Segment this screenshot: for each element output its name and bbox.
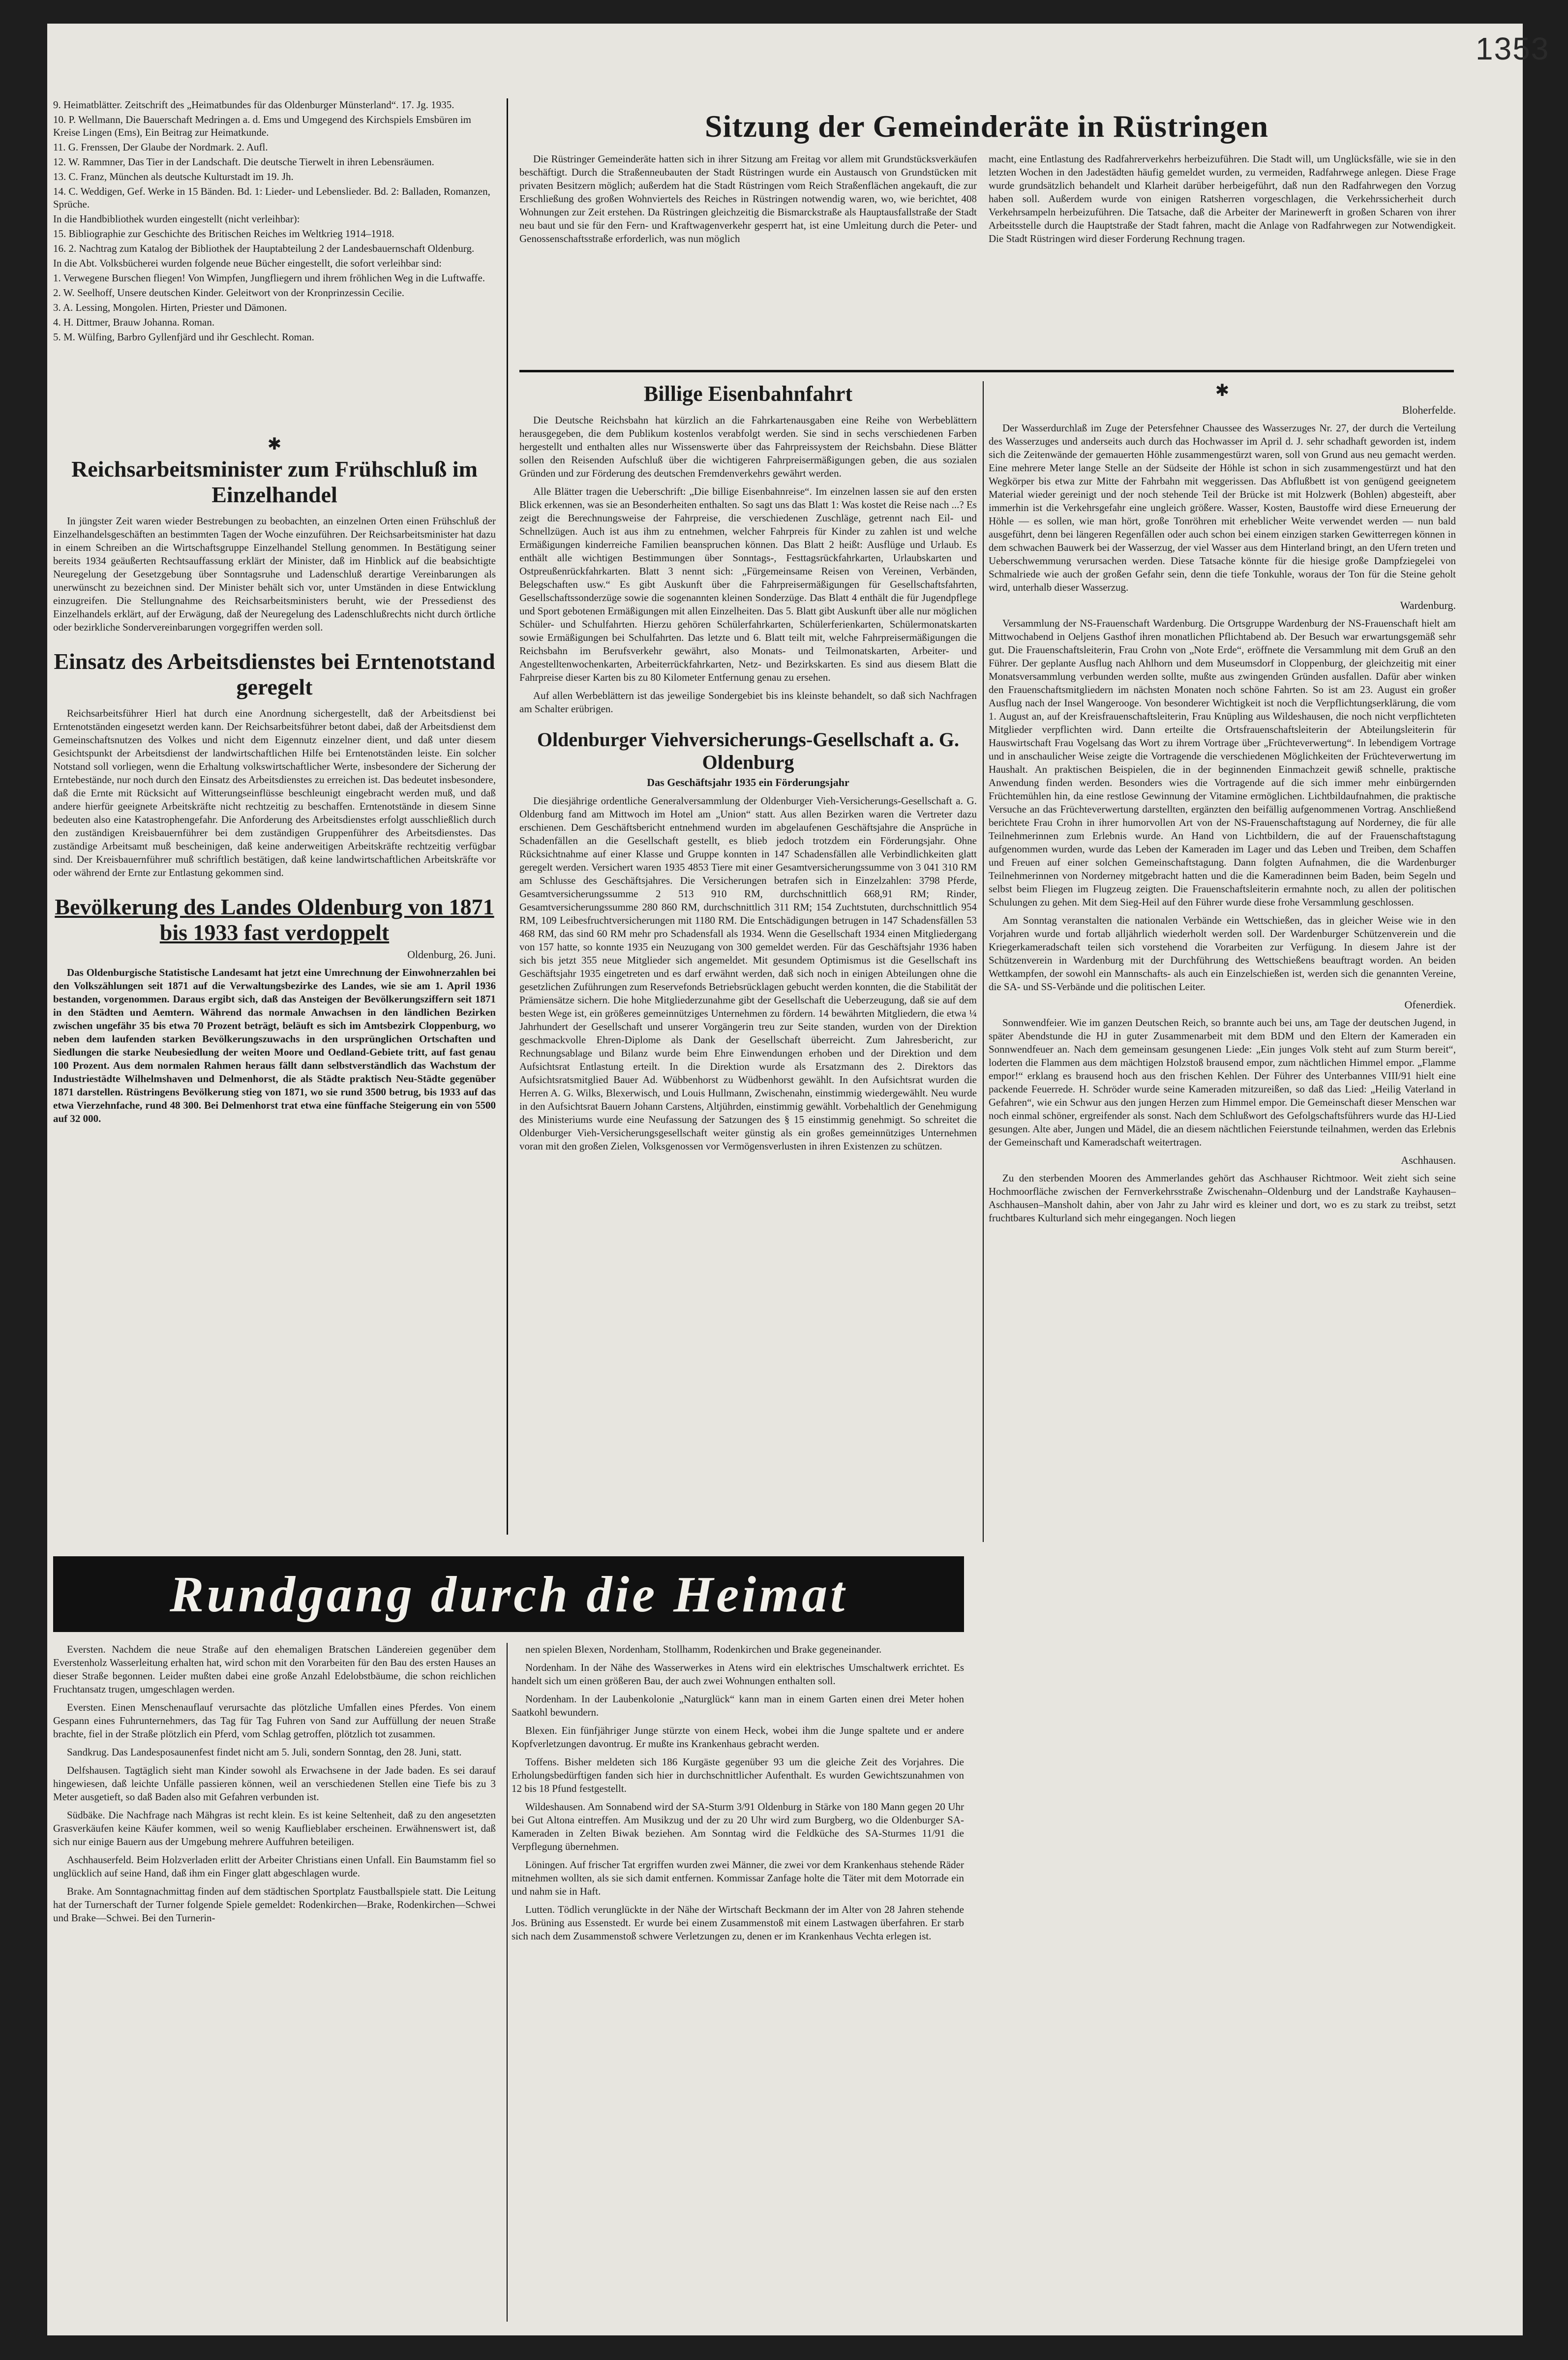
book-list-item: 1. Verwegene Burschen fliegen! Von Wimpfen, Jungfliegern und ihrem fröhlichen Weg in die Luftwaffe. xyxy=(53,272,485,284)
paragraph: Alle Blätter tragen die Ueberschrift: „Die billige Eisenbahnreise“. Im einzelnen lassen sie auf den ersten Blick erkennen, was sie an Besonderheiten enthalten. So sagt uns das Blatt 1: Was kostet die Reise nach ...? Es zeigt die Berechnungsweise der Fahrpreise, die verschiedenen Zuschläge, getrennt nach Eil- und Schnellzügen. Auch ist aus ihm zu entnehmen, welcher Fahrpreis für Kinder zu zahlen ist und welche Ermäßigungen kinderreiche Familien beanspruchen können. Das Blatt 2 heißt: Ausflüge und Urlaub. Es enthält alle wichtigen Bestimmungen über Sonntags-, Festtagsrückfahrkarten, Urlaubskarten und Ostpreußenrückfahrkarten. Blatt 3 nennt sich: „Fürgemeinsame Reisen von Vereinen, Verbänden, Belegschaften usw.“ Es gibt Auskunft über die Fahrpreisermäßigungen für Gesellschaftsfahrten, Gesellschaftssonderzüge sowie die sogenannten kleinen Sonderzüge. Das Blatt 4 enthält die für Jugendpflege und Sport gebotenen Ermäßigungen mit allen Einzelheiten. Das 5. Blatt gibt Auskunft über alle nur möglichen Schüler- und Schulfahrten. Hierzu gehören Schülerfahrkarten, Schülerferienkarten, Schülermonatskarten sowie Ermäßigungen bei Schulfahrten. Das letzte und 6. Blatt teilt mit, welche Fahrpreisermäßigungen die Reichsbahn im Berufsverkehr gewährt, also Monats- und Teilmonatskarten, Arbeiter- und Angestelltenwochenkarten, Arbeiterrückfahrkarten, Netz- und Bezirkskarten. Es sind aus diesem Blatt die Fahrpreise dieser Karten bis zu 80 Kilometer Entfernung genau zu ersehen. xyxy=(519,485,977,683)
paragraph: Wildeshausen. Am Sonnabend wird der SA-Sturm 3/91 Oldenburg in Stärke von 180 Mann gegen 20 Uhr bei Gut Altona eintreffen. Am Musikzug und der zu 20 Uhr wird zum Burgberg, wo die Oldenburger SA-Kameraden in Zelten Biwak beziehen. Am Sonntag wird die Feldküche des SA-Sturmes 11/91 die Verpflegung übernehmen. xyxy=(512,1801,964,1852)
book-list-item: In die Abt. Volksbücherei wurden folgende neue Bücher eingestellt, die sofort verleihbar sind: xyxy=(53,257,442,269)
paragraph: Eversten. Einen Menschenauflauf verursachte das plötzliche Umfallen eines Pferdes. Von einem Gespann eines Fuhrunternehmers, das Tag für Tag Fuhren von Sand zur Auffüllung der neuen Straße brachte, fiel in der Straße plötzlich ein Pferd, vom Schlag getroffen, plötzlich tot zusammen. xyxy=(53,1701,496,1740)
paragraph: nen spielen Blexen, Nordenham, Stollhamm, Rodenkirchen und Brake gegeneinander. xyxy=(525,1643,882,1655)
column-rule-bottom xyxy=(507,1643,508,2322)
article-body-wardenburg xyxy=(989,617,1456,994)
article-subtitle-viehversicherung: Das Geschäftsjahr 1935 ein Förderungsjahr xyxy=(647,776,849,788)
paragraph: Zu den sterbenden Mooren des Ammerlandes gehört das Aschhauser Richtmoor. Weit zieht sich seine Hochmoorfläche zwischen der Fernverkehrsstraße Zwischenahn–Oldenburg und der Landstraße Kayhausen–Aschhausen–Mansholt dahin, aber von Jahr zu Jahr wird es kleiner und dort, wo es zu stark zu treibst, setzt fruchtbares Kulturland sich mehr eingegangen. Noch liegen xyxy=(989,1172,1456,1224)
book-list-item: 11. G. Frenssen, Der Glaube der Nordmark. 2. Aufl. xyxy=(53,141,268,153)
paragraph: Nordenham. In der Laubenkolonie „Naturglück“ kann man in einem Garten einen drei Meter hohen Saatkohl bewundern. xyxy=(512,1693,964,1718)
article-body-reichsarbeitsminister xyxy=(53,514,496,634)
book-list-item: In die Handbibliothek wurden eingestellt (nicht verleihbar): xyxy=(53,213,300,225)
article-body-bevoelkerung xyxy=(53,966,496,1125)
book-list-item: 3. A. Lessing, Mongolen. Hirten, Priester und Dämonen. xyxy=(53,302,287,313)
paragraph: Die Deutsche Reichsbahn hat kürzlich an die Fahrkartenausgaben eine Reihe von Werbeblättern herausgegeben, die dem Publikum kostenlos verabfolgt werden. Sie sind in sechs verschiedenen Farben hergestellt und enthalten alles nur Wissenswerte über das Fahrpreissystem der Reichsbahn. Diese Blätter sollen den Reisenden Aufschluß über die wichtigeren Fahrpreisermäßigungen geben, die aus sozialen Gründen und zur Förderung des deutschen Fremdenverkehrs gewährt werden. xyxy=(519,414,977,479)
paragraph: Toffens. Bisher meldeten sich 186 Kurgäste gegenüber 93 um die gleiche Zeit des Vorjahres. Die Erholungsbedürftigen fanden sich hier in durchschnittlicher Aufenthalt. Es wurden Gewichtszunahmen von 12 bis 18 Pfund festgestellt. xyxy=(512,1756,964,1794)
article-title-bevoelkerung: Bevölkerung des Landes Oldenburg von 1871 bis 1933 fast verdoppelt xyxy=(55,894,494,945)
article-title-viehversicherung: Oldenburger Viehversicherungs-Gesellschaft a. G. Oldenburg xyxy=(537,728,960,773)
rundgang-right-body xyxy=(512,1643,964,1943)
place-wardenburg: Wardenburg. xyxy=(1400,599,1456,611)
rundgang-left-body xyxy=(53,1643,496,1925)
book-list-item: 4. H. Dittmer, Brauw Johanna. Roman. xyxy=(53,316,215,328)
book-list-item: 5. M. Wülfing, Barbro Gyllenfjärd und ihr Geschlecht. Roman. xyxy=(53,331,314,343)
gemeinderaete-paragraph-1: Die Rüstringer Gemeinderäte hatten sich in ihrer Sitzung am Freitag vor allem mit Grundstücksverkäufen beschäftigt. Durch die Straßenneubauten der Stadt Rüstringen wurde ein Austausch von Grundstücken mit privaten Besitzern möglich; außerdem hat die Stadt Rüstringen vom Reich Straßenflächen angekauft, die zur Erschließung des großen Wohnviertels des Reiches in Rüstringen notwendig waren, wo, wie berichtet, 408 Wohnungen zur Zeit erstehen. Da Rüstringen gleichzeitig die Bismarckstraße als Hauptausfallstraße der Stadt neu baut und sie für den Fern- und Kraftwagenverkehr gesperrt hat, ist eine Umleitung durch die Peter- und Genossenschaftsstraße erforderlich, was nun möglich xyxy=(519,153,977,244)
column-rule-left xyxy=(507,98,508,1535)
paragraph: Lutten. Tödlich verunglückte in der Nähe der Wirtschaft Beckmann der im Alter von 28 Jahren stehende Jos. Brüning aus Essenstedt. Er wurde bei einem Zusammenstoß mit einem Lastwagen überfahren. Er starb sich nach dem Zusammenstoß schwere Verletzungen zu, denen er im Krankenhaus Vechta erlegen ist. xyxy=(512,1904,964,1942)
gemeinderaete-col-2 xyxy=(989,152,1456,250)
paragraph: Aschhauserfeld. Beim Holzverladen erlitt der Arbeiter Christians einen Unfall. Ein Baumstamm fiel so unglücklich auf seine Hand, daß ihm ein Finger glatt abgeschlagen wurde. xyxy=(53,1854,496,1879)
book-list xyxy=(53,98,496,345)
divider-star-right: ✱ xyxy=(1215,382,1230,400)
article-body-bloherfelde xyxy=(989,422,1456,594)
paragraph: Nordenham. In der Nähe des Wasserwerkes in Atens wird ein elektrisches Umschaltwerk errichtet. Es handelt sich um einen größeren Bau, der auch zwei Wohnungen enthalten soll. xyxy=(512,1662,964,1687)
middle-column xyxy=(519,381,977,1158)
left-column xyxy=(53,433,496,1130)
article-title-arbeitsdienst: Einsatz des Arbeitsdienstes bei Erntenotstand geregelt xyxy=(54,649,495,699)
place-ofenerdiek: Ofenerdiek. xyxy=(1404,998,1456,1011)
paragraph: Sonnwendfeier. Wie im ganzen Deutschen Reich, so brannte auch bei uns, am Tage der deutschen Jugend, in später Abendstunde die HJ in guter Zusammenarbeit mit dem BDM und den Eltern der Kameraden ein Sonnwendfeuer an. Nach dem gemeinsam gesungenen Liede: „Ein junges Volk steht auf zum Sturm bereit“, loderten die Flammen aus dem mächtigen Holzstoß brausend empor, zum nächtlichen Himmel empor. „Flamme empor!“ erklang es brausend hoch aus den frischen Kehlen. Der Führer des Unterbannes VIII/91 hielt eine packende Feuerrede. H. Schröder wurde seine Kameraden mitzureißen, so daß das Lied: „Heilig Vaterland in Gefahren“, wie ein Schwur aus den jungen Herzen zum Himmel empor. Die Gemeinschaft dieser Menschen war noch einmal schöner, ergreifender als sonst. Nach dem Schlußwort des Gefolgschaftsführers wurde das HJ-Lied gesungen. Alte aber, Jungen und Mädel, die an diesem nächtlichen Feierstunde teilnahmen, werden das Erlebnis der Gemeinschaft und Kameradschaft weitertragen. xyxy=(989,1017,1456,1148)
article-body-ofenerdiek xyxy=(989,1016,1456,1149)
article-body-viehversicherung xyxy=(519,794,977,1153)
book-list-item: 15. Bibliographie zur Geschichte des Britischen Reiches im Weltkrieg 1914–1918. xyxy=(53,228,394,240)
paragraph: Auf allen Werbeblättern ist das jeweilige Sondergebiet bis ins kleinste behandelt, so daß sich Nachfragen am Schalter erübrigen. xyxy=(519,690,977,715)
article-title-eisenbahnfahrt: Billige Eisenbahnfahrt xyxy=(643,382,853,406)
article-title-gemeinderaete: Sitzung der Gemeinderäte in Rüstringen xyxy=(704,109,1269,144)
banner-rundgang xyxy=(53,1556,964,1632)
column-rule-mid xyxy=(983,381,984,1542)
book-list-item: 2. W. Seelhoff, Unsere deutschen Kinder. Geleitwort von der Kronprinzessin Cecilie. xyxy=(53,287,405,299)
rundgang-col-right xyxy=(512,1643,964,1948)
gemeinderaete-paragraph-2: macht, eine Entlastung des Radfahrerverkehrs herbeizuführen. Die Stadt will, um Unglücksfälle, wie sie in den letzten Wochen in den Jadestädten häufig gemeldet wurden, zu vermeiden, Radfahrwege anlegen. Diese Frage wurde grundsätzlich behandelt und Klarheit darüber herbeigeführt, daß nun den Radfahrwegen den Vorzug haben soll. Außerdem wurde von einigen Ratsherren vorgeschlagen, die Verkehrssicherheit durch Verkehrsampeln herbeizuführen. Die Tatsache, daß die Arbeiter der Marinewerft in großen Scharen von ihrer Arbeitsstelle durch die Hauptstraße der Stadt fahren, macht die Anlage von Radfahrwegen zur Notwendigkeit. Die Stadt Rüstringen wird dieser Forderung Rechnung tragen. xyxy=(989,153,1456,244)
paragraph: Der Wasserdurchlaß im Zuge der Petersfehner Chaussee des Wasserzuges Nr. 27, der durch die Verteilung des Wasserzuges und anderseits auch durch das Hochwasser im April d. J. sehr schadhaft geworden ist, indem sich die Zeitenwände der gemauerten Höhle zusammengestürzt waren, soll von Grund aus neu gemacht werden. Eine mehrere Meter lange Stelle an der Südseite der Höhle ist schon in sich zusammengestürzt und hat den Wegkörper bis etwa zur Mitte der Fahrbahn mit weggerissen. Das Abflußbett ist von genügend geeignetem Material wieder gereinigt und der noch stehende Teil der Brücke ist mit Holzwerk (Bohlen) abgesteift, aber immerhin ist die Verkehrsgefahr eine ungleich größere. Wasser, Kosten, Baustoffe wird diese Erneuerung der Höhle — es sollen, wie man hört, große Tonröhren mit erheblicher Weite verwendet werden — nun bald ausgeführt, denn bei längeren Regenfällen oder auch schon bei einem einzigen starken Gewitterregen können in dem schwachen Bauwerk bei der Wasserzug, der viel Wasser aus dem Hinterland bringt, an den Ufern treten und Ueberschwemmung verursachen werden. Diese Tatsache könnte für die hiesige große Dampfziegelei von Schmalriede wie auch der großen Gefahr sein, denn die tiefe Tonkuhle, woraus der Ton für die Steine geholt wird, unterhalb dieser Wasserzug. xyxy=(989,422,1456,593)
paragraph: Südbäke. Die Nachfrage nach Mähgras ist recht klein. Es ist keine Seltenheit, daß zu den angesetzten Grasverkäufen keine Käufer kommen, weil so wenig Kauflieblaber erscheinen. Erwähnenswert ist, daß sich nur einige Bauern aus der Umgebung mehrere Auffuhren beteiligen. xyxy=(53,1809,496,1847)
place-bloherfelde: Bloherfelde. xyxy=(1402,404,1456,416)
right-column xyxy=(989,381,1456,1230)
horizontal-rule-top xyxy=(519,370,1454,372)
paragraph: Brake. Am Sonntagnachmittag finden auf dem städtischen Sportplatz Faustballspiele statt. Die Leitung hat der Turnerschaft der Turner folgende Spiele gemeldet: Rodenkirchen—Brake, Rodenkirchen—Schwei und Brake—Schwei. Bei den Turnerin- xyxy=(53,1885,496,1924)
paragraph: Das Oldenburgische Statistische Landesamt hat jetzt eine Umrechnung der Einwohnerzahlen bei den Volkszählungen seit 1871 auf die Verwaltungsbezirke des Landes, wie sie am 1. April 1936 bestanden, vorgenommen. Daraus ergibt sich, daß das Ansteigen der Bevölkerungsziffern seit 1871 in den Städten und Aemtern. Während das normale Anwachsen in den ländlichen Bezirken zwischen ungefähr 35 bis etwa 70 Prozent beträgt, beläuft es sich im Amtsbezirk Cloppenburg, wo neben dem laufenden starken Bevölkerungszuwachs in den ursprünglichen Ortschaften und Siedlungen die starke Neubesiedlung der weiten Moore und Oedland-Gebiete tritt, auf fast genau 100 Prozent. Aus dem normalen Rahmen heraus fällt dann selbstverständlich das Wachstum der Industriestädte Wilhelmshaven und Delmenhorst, die als Städte praktisch Neu-Städte gegenüber 1871 darstellen. Rüstringens Bevölkerung stieg von 1871, wo sie rund 3500 betrug, bis 1933 auf das etwa Vierzehnfache, rund 48 300. Bei Delmenhorst trat etwa eine fünffache Steigerung ein von 5500 auf 32 000. xyxy=(53,967,496,1124)
rundgang-col-left xyxy=(53,1643,496,1930)
paragraph: Eversten. Nachdem die neue Straße auf den ehemaligen Bratschen Ländereien gegenüber dem Everstenholz Wasserleitung erhalten hat, wird schon mit den Vorarbeiten für den Bau des ersten Hauses an dieser Straße begonnen. Leider mußten dabei eine große Anzahl Edelobstbäume, die schon reichlichen Fruchtansatz trugen, umgeschlagen werden. xyxy=(53,1643,496,1695)
book-list-item: 16. 2. Nachtrag zum Katalog der Bibliothek der Hauptabteilung 2 der Landesbauernschaft Oldenburg. xyxy=(53,242,475,254)
place-aschhausen: Aschhausen. xyxy=(1401,1154,1456,1166)
paragraph: Reichsarbeitsführer Hierl hat durch eine Anordnung sichergestellt, daß der Arbeitsdienst bei Erntenotständen eingesetzt werden kann. Der Reichsarbeitsführer betont dabei, daß der Arbeitsdienst dem Gemeinschaftsnutzen des Volkes und nicht dem Eigennutz einzelner dient, und daß unter diesem Gesichtspunkt der Arbeitsdienst der landwirtschaftlichen Hilfe bei Erntenotständen leiste. Ein solcher Notstand soll vorliegen, wenn die Erhaltung volkswirtschaftlicher Werte, insbesondere der Sicherung der Erntebestände, nur noch durch den Einsatz des Arbeitsdienstes zu erreichen ist. Das bedeutet insbesondere, daß die Ernte mit Rücksicht auf Witterungseinflüsse beschleunigt eingebracht werden muß, und daß andere hierfür geeignete Arbeitskräfte nicht rechtzeitig zu beschaffen. Erntenotstände in diesem Sinne bedeuten also eine Katastrophengefahr. Die Anforderung des Arbeitsdienstes erfolgt ausschließlich durch den zuständigen Kreisbauernführer bei dem zuständigen Gruppenführer des Arbeitsdienstes. Das zuständige Arbeitsamt muß bescheinigen, daß keine anderweitigen Arbeitskräfte rechtzeitig verfügbar sind. Der Kreisbauernführer muß schriftlich bestätigen, daß keine landwirtschaftlichen Arbeitskräfte vor oder während der Ernte zur Entlastung gekommen sind. xyxy=(53,707,496,878)
paragraph: Löningen. Auf frischer Tat ergriffen wurden zwei Männer, die zwei vor dem Krankenhaus stehende Räder mitnehmen wollten, als sie sich damit entfernen. Kommissar Zanfage holte die Täter mit dem Motorrade ein und nahm sie in Haft. xyxy=(512,1859,964,1897)
page-number: 1353 xyxy=(1476,31,1550,66)
paragraph: In jüngster Zeit waren wieder Bestrebungen zu beobachten, an einzelnen Orten einen Frühschluß der Einzelhandelsgeschäften an bestimmten Tagen der Woche einzuführen. Der Reichsarbeitsminister hat dazu in einem Schreiben an die Wirtschaftsgruppe Einzelhandel Stellung genommen. In Bestätigung seiner bereits 1934 geäußerten Rechtsauffassung erklärt der Minister, daß im Hinblick auf die beabsichtigte Neuregelung der Gesetzgebung über Sonntagsruhe und Ladenschluß derartige Vereinbarungen als unerwünscht zu bezeichnen sind. Der Minister behält sich vor, unter Umständen in diese Entwicklung einzugreifen. Die Stellungnahme des Reichsarbeitsministers beruht, wie der Pressedienst des Einzelhandels erklärt, auf der Erwägung, daß der Neuregelung des Ladenschlußrechts nicht durch örtliche oder bezirkliche Sondervereinbarungen vorgegriffen werden soll. xyxy=(53,515,496,633)
article-body-aschhausen xyxy=(989,1172,1456,1225)
headline-gemeinderaete-block xyxy=(519,108,1454,145)
article-body-arbeitsdienst xyxy=(53,707,496,879)
paragraph: Sandkrug. Das Landesposaunenfest findet nicht am 5. Juli, sondern Sonntag, den 28. Juni, statt. xyxy=(67,1746,462,1758)
banner-title: Rundgang durch die Heimat xyxy=(170,1566,847,1623)
book-list-item: 14. C. Weddigen, Gef. Werke in 15 Bänden. Bd. 1: Lieder- und Lebenslieder. Bd. 2: Balladen, Romanzen, Sprüche. xyxy=(53,185,490,210)
paragraph: Am Sonntag veranstalten die nationalen Verbände ein Wettschießen, das in gleicher Weise wie in den Vorjahren wurde und fortab alljährlich wiederholt werden soll. Der Wardenburger Schützenverein und die Kriegerkameradschaft teilen sich vorstehend die Vorarbeiten zur Verfügung. In diesem Jahre ist der Schützenverein in Wardenburg mit der Durchführung des Wettschießens beauftragt worden. An beiden Wettkampfen, der sowohl ein Mannschafts- als auch ein Einzelschießen ist, werden sich die genannten Vereine, die SA- und SS-Verbände und die politischen Leiter. xyxy=(989,914,1456,993)
paragraph: Die diesjährige ordentliche Generalversammlung der Oldenburger Vieh-Versicherungs-Gesellschaft a. G. Oldenburg fand am Mittwoch im Hotel am „Union“ statt. Aus allen Bezirken waren die Vertreter dazu erschienen. Dem Geschäftsbericht entnehmend wurden im abgelaufenen Geschäftsjahre die Ansprüche in Schadenfällen an die Gesellschaft gestellt, es blieb jedoch trotzdem ein Förderungsjahr. Ohne Rücksichtnahme auf einer Klasse und Gruppe konnten in 147 Schadensfällen alle Verbindlichkeiten glatt geregelt werden. Versichert waren 1935 4853 Tiere mit einer Gesamtversicherungssumme von 3 041 310 RM am Schlusse des Geschäftsjahres. Die Versicherungen betrafen sich in Einzelzahlen: 3798 Pferde, Gesamtversicherungssumme 2 513 910 RM, durchschnittlich 668,91 RM; Rinder, Gesamtversicherungssumme 280 860 RM, durchschnittlich 311 RM; 154 Zuchtstuten, durchschnittlich 954 RM, 109 Leibesfruchtversicherungen mit 1180 RM. Die Entschädigungen betrugen in 147 Schadensfällen 53 468 RM, das sind 60 RM mehr pro Schadensfall als 1934. Wenn die Gesellschaft 1934 einen Mitgliedergang von 157 hatte, so konnte 1935 ein Neuzugang von 300 gemeldet werden. Für das Geschäftsjahr 1936 haben sich bis jetzt 355 neue Mitglieder sich angemeldet. Mit gesundem Optimismus ist die Gesellschaft ins Geschäftsjahr 1935 eingetreten und es darf erwähnt werden, daß sich noch in einigen Abteilungen ohne die gesetzlichen Zuführungen zum Reservefonds Betriebsrücklagen gebucht werden konnten, die die Stabilität der Prämiensätze sichern. Die hohe Mitgliederzunahme gibt der Gesellschaft die Ueberzeugung, daß sie auf dem besten Wege ist, ein größeres gemeinnütziges Unternehmen zu fördern. 14 bewährten Mitgliedern, die etwa ¼ Jahrhundert der Gesellschaft und unserer Vorgängerin treu zur Seite standen, wurden von der Direktion geschmackvolle Ehren-Diplome als Dank der Gesellschaft überreicht. Zum Jahresbericht, zur Rechnungsablage und Bilanz wurde beim Ehre Einwendungen erhoben und der Direktion und dem Aufsichtsrat Entlastung erteilt. In die Direktion wurde als Ersatzmann des 2. Direktors das Aufsichtsratsmitglied Bauer Ad. Wübbenhorst zu Wüdbenhorst gewählt. In den Aufsichtsrat wurden die Herren A. G. Wilks, Blexerwisch, und Louis Hullmann, Zwischenahn, einstimmig wiedergewählt. Neu wurde in den Aufsichtsrat Bauern Johann Carstens, Altjührden, einstimmig gewählt. Vorbehaltlich der Genehmigung des Ministeriums wurde eine Neufassung der Satzungen des § 15 einstimmig genehmigt. So schreitet die Oldenburger Vieh-Versicherungsgesellschaft weiter günstig als ein großes gemeinnütziges Unternehmen voran mit den großen Zielen, Volksgenossen vor Vermögensverlusten in ihren Existenzen zu schützen. xyxy=(519,795,977,1152)
paragraph: Versammlung der NS-Frauenschaft Wardenburg. Die Ortsgruppe Wardenburg der NS-Frauenschaft hielt am Mittwochabend in Oeljens Gasthof ihren monatlichen Pflichtabend ab. Der Besuch war erwartungsgemäß sehr gut. Die Frauenschaftsleiterin, Frau Crohn von „Note Erde“, eröffnete die Versammlung mit dem Gruß an den Führer. Der geplante Ausflug nach Ahlhorn und dem Museumsdorf in Cloppenburg, der gleichzeitig mit einer Monatsversammlung verbunden werden sollte, mußte aus zwingenden Gründen ausfallen. Dafür aber winken den Frauenschaftsmitgliedern im nächsten Monaten noch schöne Fahrten. So ist am 23. August ein großer Ausflug nach der Insel Wangerooge. Von besonderer Wichtigkeit ist noch die Verpflichtungserklärung, die vom 1. August an, auf der Kreisfrauenschaftsleiterin, Frau Knüpling aus Wildeshausen, die noch nicht verpflichteten Mitglieder verpflichten wird. Dann erteilte die Ortsfrauenschaftsleiterin der Abteilungsleiterin für Hauswirtschaft Frau Vogelsang das Wort zu ihrem Vortrage über „Früchteverwertung“. In lebendigem Vortrage und in anschaulicher Weise zeigte die Vortragende die verschiedenen Möglichkeiten der Früchteverwertung im Haushalt. An praktischen Beispielen, die in der beginnenden Einmachzeit gewiß schnelle, praktische Anwendung finden werden. Besonders wies die Vortragende auf die sich immer mehr einbürgernden Früchtemühlen hin, da eine restlose Gewinnung der Vitamine ermöglichen. Lichtbildaufnahmen, die praktische Versuche an das Früchteverwertung darstellten, ergänzten den beifällig aufgenommenen Vortrag. Anschließend berichtete Frau Crohn in ihrer humorvollen Art von der NS-Frauenschaftstagung auf Norderney, die für alle Teilnehmerinnen zum Erlebnis wurde. An Hand von Lichtbildern, die auf der Frauenschaftstagung aufgenommen wurden, wurde das Leben der Kameraden im Lager und das Leben und Treiben, dem Schaffen und Freuen auf einer solchen Gemeinschaftstagung. Dann folgten Aufnahmen, die die Wardenburger Teilnehmerinnen von Norderney mitgebracht hatten und die die Kameradinnen beim Baden, beim Segeln und selbst beim Fliegen im Flugzeug zeigten. Die Frauenschaftsleiterin ermahnte noch, zu allen der politischen Schulungen zu gehen. Mit dem Sieg-Heil auf den Führer wurde diese frohe Versammlung geschlossen. xyxy=(989,617,1456,908)
book-list-item: 13. C. Franz, München als deutsche Kulturstadt im 19. Jh. xyxy=(53,171,294,182)
paragraph: Blexen. Ein fünfjähriger Junge stürzte von einem Heck, wobei ihm die Junge spaltete und er andere Kopfverletzungen davontrug. Er mußte ins Krankenhaus gebracht werden. xyxy=(512,1725,964,1750)
book-list-item: 12. W. Rammner, Das Tier in der Landschaft. Die deutsche Tierwelt in ihren Lebensräumen. xyxy=(53,156,434,168)
book-list-item: 10. P. Wellmann, Die Bauerschaft Medringen a. d. Ems und Umgegend des Kirchspiels Emsbüren im Kreise Lingen (Ems), Ein Beitrag zur Heimatkunde. xyxy=(53,114,472,138)
paragraph: Delfshausen. Tagtäglich sieht man Kinder sowohl als Erwachsene in der Jade baden. Es sei darauf hingewiesen, daß leichte Unfälle passieren können, weil an verschiedenen Stellen eine Tiefe bis zu 3 Meter ausgetieft, so daß Baden also mit Gefahren verbunden ist. xyxy=(53,1764,496,1803)
divider-star: ✱ xyxy=(267,435,282,454)
article-title-reichsarbeitsminister: Reichsarbeitsminister zum Frühschluß im Einzelhandel xyxy=(71,456,478,507)
dateline: Oldenburg, 26. Juni. xyxy=(407,948,496,961)
article-body-eisenbahnfahrt xyxy=(519,414,977,716)
book-list-item: 9. Heimatblätter. Zeitschrift des „Heimatbundes für das Oldenburger Münsterland“. 17. Jg. 1935. xyxy=(53,99,454,111)
gemeinderaete-col-1 xyxy=(519,152,977,250)
